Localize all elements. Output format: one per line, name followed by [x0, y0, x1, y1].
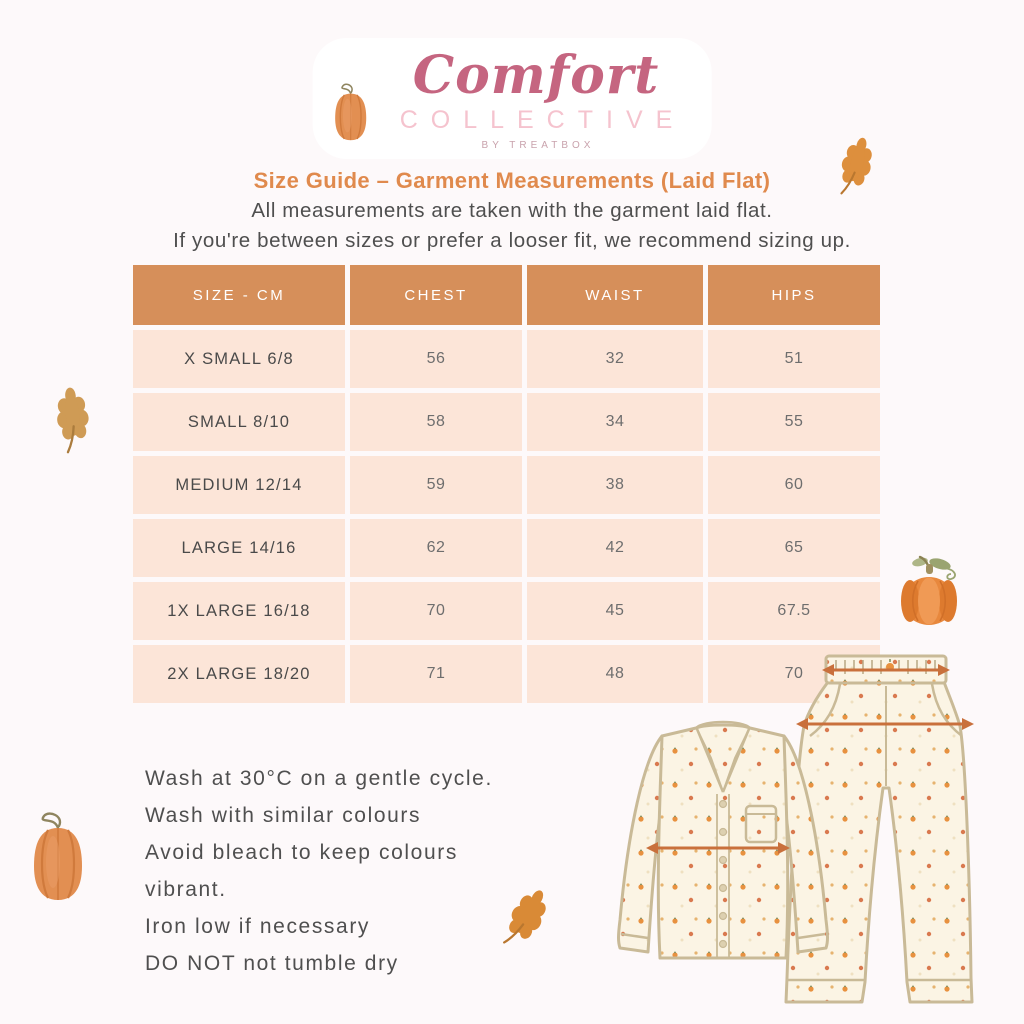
size-label-cell: 2X LARGE 18/20	[133, 645, 345, 703]
brand-name-script: Comfort	[412, 45, 660, 106]
size-label-cell: 1X LARGE 16/18	[133, 582, 345, 640]
subtitle-line-1: All measurements are taken with the garment laid flat.	[251, 199, 773, 222]
measurement-cell: 34	[527, 393, 703, 451]
size-table	[133, 265, 880, 703]
column-header-size: SIZE - CM	[133, 265, 345, 325]
care-line: Iron low if necessary	[145, 915, 371, 938]
round-pumpkin-icon	[893, 551, 965, 629]
brand-name-caps: COLLECTIVE	[399, 106, 686, 134]
column-header-chest: CHEST	[350, 265, 522, 325]
size-label-cell: X SMALL 6/8	[133, 330, 345, 388]
column-header-hips: HIPS	[708, 265, 880, 325]
column-header-waist: WAIST	[527, 265, 703, 325]
oak-leaf-icon	[488, 878, 565, 961]
watercolor-pumpkin-icon	[24, 812, 92, 904]
care-line: Avoid bleach to keep colours	[145, 841, 458, 864]
size-label-cell: LARGE 14/16	[133, 519, 345, 577]
measurement-cell: 42	[527, 519, 703, 577]
page-title: Size Guide – Garment Measurements (Laid Flat)	[253, 168, 771, 193]
measurement-cell: 62	[350, 519, 522, 577]
measurement-cell: 55	[708, 393, 880, 451]
shirt-pocket	[746, 806, 776, 842]
measurement-cell: 32	[527, 330, 703, 388]
measurement-cell: 71	[350, 645, 522, 703]
measurement-cell: 51	[708, 330, 880, 388]
measurement-cell: 45	[527, 582, 703, 640]
pajama-shirt	[619, 722, 828, 958]
brand-logo	[313, 38, 712, 159]
measurement-cell: 70	[350, 582, 522, 640]
brand-byline: BY TREATBOX	[481, 140, 595, 151]
measurement-cell: 65	[708, 519, 880, 577]
measurement-cell: 48	[527, 645, 703, 703]
measurement-cell: 56	[350, 330, 522, 388]
measurement-cell: 70	[708, 645, 880, 703]
measurement-cell: 59	[350, 456, 522, 514]
measurement-cell: 67.5	[708, 582, 880, 640]
care-line: DO NOT not tumble dry	[145, 952, 399, 975]
oak-leaf-icon	[48, 383, 97, 457]
care-line: vibrant.	[145, 878, 227, 901]
size-label-cell: MEDIUM 12/14	[133, 456, 345, 514]
pajama-set-illustration	[600, 640, 1024, 1024]
measurement-cell: 38	[527, 456, 703, 514]
size-label-cell: SMALL 8/10	[133, 393, 345, 451]
measurement-cell: 60	[708, 456, 880, 514]
care-line: Wash with similar colours	[145, 804, 422, 827]
care-instructions	[145, 760, 493, 982]
watercolor-pumpkin-icon	[329, 82, 373, 144]
subtitle-line-2: If you're between sizes or prefer a looser fit, we recommend sizing up.	[173, 229, 851, 252]
measurement-cell: 58	[350, 393, 522, 451]
care-line: Wash at 30°C on a gentle cycle.	[145, 767, 493, 790]
